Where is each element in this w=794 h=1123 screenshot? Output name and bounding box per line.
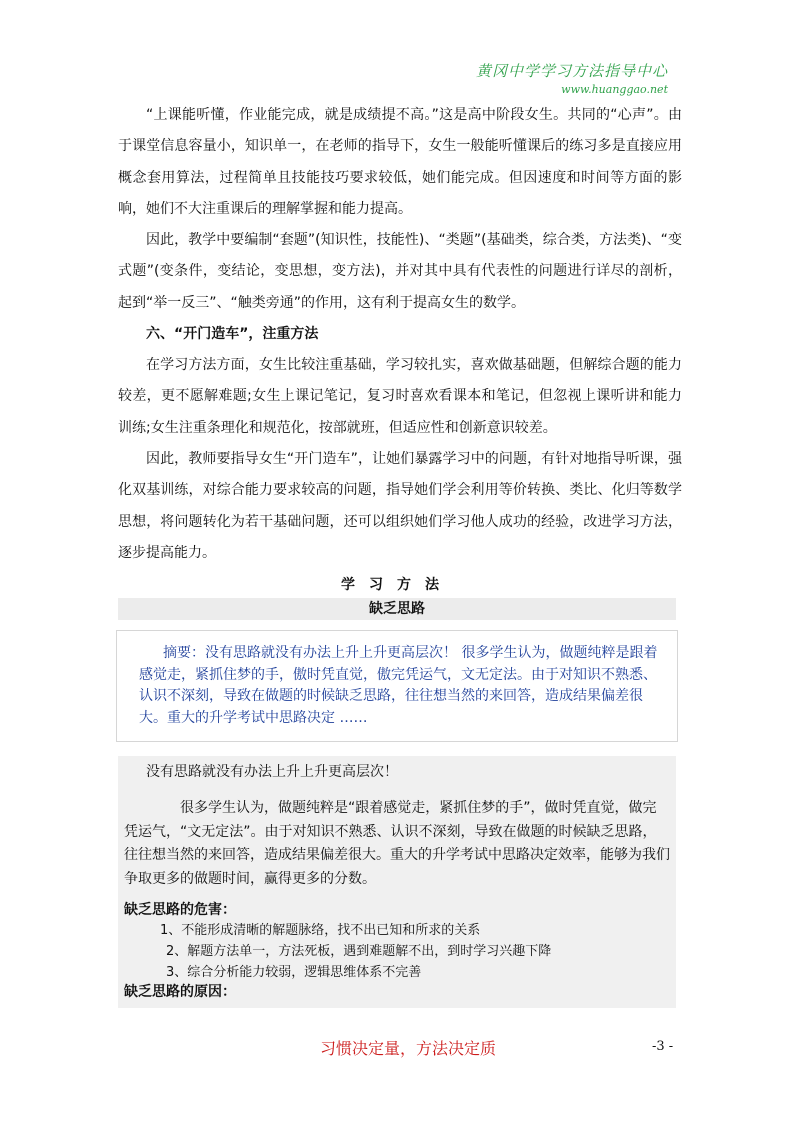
body-first-line: 没有思路就没有办法上升上升更高层次！ [146,764,398,780]
body-paragraph: 很多学生认为，做题纯粹是“跟着感觉走，紧抓住梦的手”，做时凭直觉，做完凭运气，“文无定法”。由于对知识不熟悉、认识不深刻，导致在做题的时候缺乏思路，往往想当然的来回答，造成结果偏差很大。重大的升学考试中思路决定效率，能够为我们争取更多的做题时间，赢得更多的分数。 [124,800,670,887]
section-heading-6: 六、“开门造车”，注重方法 [146,326,319,343]
paragraph-4: 因此，教师要指导女生“开门造车”，让她们暴露学习中的问题，有针对地指导听课，强化双基训练，对综合能力要求较高的问题，指导她们学会利用等价转换、类比、化归等数学思想，将问题转化为若干基础问题，还可以组织她们学习他人成功的经验，改进学习方法，逐步提高能力。 [118,450,682,561]
section-title: 学习方法 [341,577,453,593]
main-content [118,100,682,569]
article-body [118,756,676,1008]
harm-item-1: 1、不能形成清晰的解题脉络，找不出已知和所求的关系 [160,923,481,938]
page-header [476,60,668,96]
abstract-text [139,643,667,729]
abstract-lead [139,645,163,661]
paragraph-2: 因此，教学中要编制“套题”(知识性，技能性)、“类题”(基础类，综合类，方法类)、“变式题”(变条件，变结论，变思想，变方法)，并对其中具有代表性的问题进行详尽的剖析，起到“举一反三”、“触类旁通”的作用，这有利于提高女生的数学。 [118,232,682,311]
paragraph-3: 在学习方法方面，女生比较注重基础，学习较扎实，喜欢做基础题，但解综合题的能力较差，更不愿解难题;女生上课记笔记，复习时喜欢看课本和笔记，但忽视上课听讲和能力训练;女生注重条理化和规范化，按部就班，但适应性和创新意识较差。 [118,357,682,436]
cause-heading: 缺乏思路的原因： [124,984,236,1000]
harm-item-3: 3、综合分析能力较弱，逻辑思维体系不完善 [166,965,422,980]
footer-motto: 习惯决定量，方法决定质 [320,1039,497,1058]
abstract-box [116,630,678,742]
page-number: -3 - [652,1039,674,1054]
article-subtitle: 缺乏思路 [118,598,676,620]
harm-heading: 缺乏思路的危害： [124,902,236,918]
paragraph-1: “上课能听懂，作业能完成，就是成绩提不高。”这是高中阶段女生。共同的“心声”。由于课堂信息容量小，知识单一，在老师的指导下，女生一般能听懂课后的练习多是直接应用概念套用算法，过程简单且技能技巧要求较低，她们能完成。但因速度和时间等方面的影响，她们不大注重课后的理解掌握和能力提高。 [118,107,682,217]
abstract-body: 摘要：没有思路就没有办法上升上升更高层次！ 很多学生认为，做题纯粹是跟着感觉走，紧抓住梦的手，傲时凭直觉，傲完凭运气，文无定法。由于对知识不熟悉、认识不深刻，导致在做题的时候缺乏思路，往往想当然的来回答，造成结果偏差很大。重大的升学考试中思路决定 …… [139,645,658,726]
header-url: www.huanggao.net [561,83,668,96]
header-title: 黄冈中学学习方法指导中心 [475,62,668,80]
harm-item-2: 2、解题方法单一，方法死板，遇到难题解不出，到时学习兴趣下降 [166,944,552,959]
